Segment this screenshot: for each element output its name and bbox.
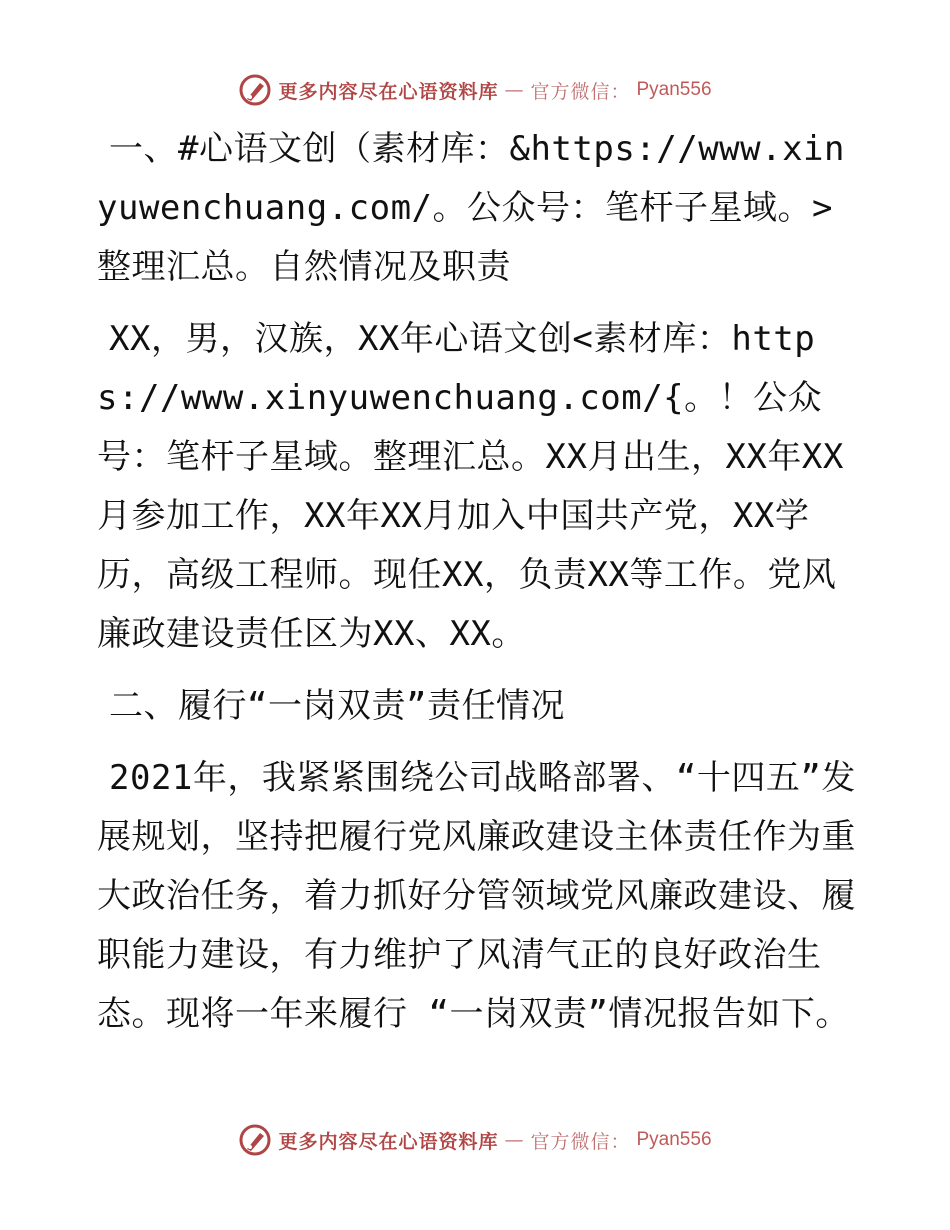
watermark-site-text: 更多内容尽在心语资料库 [278, 80, 499, 103]
watermark-site-text: 更多内容尽在心语资料库 [278, 1130, 499, 1153]
footer-watermark [0, 1120, 950, 1160]
paragraph-personal-info: XX，男，汉族，XX年心语文创<素材库：https://www.xinyuwenchuang.com/{。！公众号：笔杆子星域。整理汇总。XX月出生，XX年XX月参加工作，XX年XX月加入中国共产党，XX学历，高级工程师。现任XX，负责XX等工作。党风廉政建设责任区为XX、XX。 [97, 319, 844, 654]
watermark-wechat-id: Pyan556 [636, 1129, 712, 1150]
section-heading-2: 二、履行“一岗双责”责任情况 [109, 686, 565, 726]
header-watermark [0, 70, 950, 110]
pen-logo-icon [238, 73, 272, 107]
watermark-official-text: 官方微信： [530, 1130, 631, 1153]
paragraph-report-intro: 2021年，我紧紧围绕公司战略部署、“十四五”发展规划，坚持把履行党风廉政建设主体责任作为重大政治任务，着力抓好分管领域党风廉政建设、履职能力建设，有力维护了风清气正的良好政治生态。现将一年来履行 “一岗双责”情况报告如下。 [97, 758, 856, 1034]
watermark-official-text: 官方微信： [530, 80, 631, 103]
watermark-separator: — [504, 1129, 525, 1151]
pen-logo-icon [238, 1123, 272, 1157]
section-heading-1: 一、#心语文创（素材库：&https://www.xinyuwenchuang.com/。公众号：笔杆子星域。>整理汇总。自然情况及职责 [97, 129, 845, 287]
document-body [97, 120, 857, 1057]
watermark-wechat-id: Pyan556 [636, 79, 712, 100]
watermark-separator: — [504, 79, 525, 101]
